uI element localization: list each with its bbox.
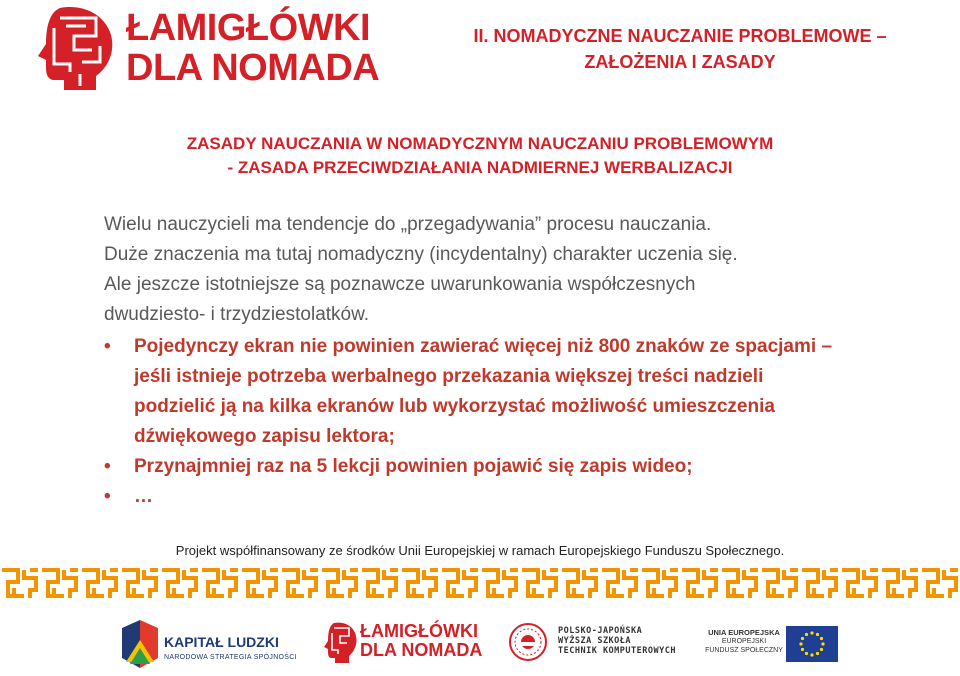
body-line2: Duże znaczenia ma tutaj nomadyczny (incydentalny) charakter uczenia się. (104, 244, 738, 265)
eu-efs-logo (700, 626, 850, 672)
bullet-item (104, 332, 844, 452)
maze-head-icon (30, 2, 120, 92)
lamiglowki-small-line2: DLA NOMADA (360, 640, 483, 660)
eu-line1: UNIA EUROPEJSKA (708, 628, 780, 637)
body-paragraph (104, 210, 824, 330)
logo-wordmark (126, 8, 379, 88)
eu-line2: EUROPEJSKI (721, 638, 767, 645)
bullet-icon: • (104, 486, 111, 507)
pjwstk-line3: TECHNIK KOMPUTEROWYCH (558, 646, 676, 656)
chapter-title-line2: ZAŁOŻENIA I ZASADY (584, 52, 776, 72)
eu-efs-text (700, 628, 788, 655)
subtitle-line2: - ZASADA PRZECIWDZIAŁANIA NADMIERNEJ WERBALIZACJI (227, 158, 733, 177)
logo-line2: DLA NOMADA (126, 47, 380, 89)
header-logo (30, 2, 400, 94)
maze-head-icon (322, 620, 358, 664)
partner-logos (0, 608, 960, 674)
pjwstk-wordmark (558, 626, 676, 656)
lamiglowki-small-line1: ŁAMIGŁÓWKI (360, 621, 478, 641)
lamiglowki-small-wordmark (360, 622, 482, 660)
kapital-ludzki-title: KAPITAŁ LUDZKI (164, 634, 279, 650)
funding-note: Projekt współfinansowany ze środków Unii Europejskiej w ramach Europejskiego Funduszu Społecznego. (175, 543, 785, 558)
lamiglowki-small-logo (322, 620, 482, 672)
bullet-item (104, 452, 844, 482)
slide-subtitle (0, 132, 960, 180)
chapter-title-line1: II. NOMADYCZNE NAUCZANIE PROBLEMOWE – (473, 26, 887, 46)
chapter-title (460, 23, 900, 75)
pjwstk-line2: WYŻSZA SZKOŁA (558, 636, 632, 646)
eu-flag-icon (786, 626, 838, 662)
pjwstk-seal-icon (508, 622, 548, 662)
maze-pattern-strip (0, 566, 960, 600)
body-line4: dwudziesto- i trzydziestolatków. (104, 304, 370, 325)
bullet-list (104, 332, 844, 512)
body-line1: Wielu nauczycieli ma tendencje do „przegadywania” procesu nauczania. (104, 214, 712, 235)
bullet-text: … (134, 486, 153, 507)
kapital-ludzki-logo (120, 614, 310, 672)
kapital-ludzki-subtitle: NARODOWA STRATEGIA SPÓJNOŚCI (164, 654, 297, 661)
pjwstk-logo (508, 622, 708, 668)
bullet-text: Przynajmniej raz na 5 lekcji powinien pojawić się zapis wideo; (134, 456, 693, 477)
subtitle-line1: ZASADY NAUCZANIA W NOMADYCZNYM NAUCZANIU PROBLEMOWYM (186, 134, 774, 153)
bullet-icon: • (104, 456, 111, 477)
bullet-item (104, 482, 844, 512)
pjwstk-line1: POLSKO-JAPOŃSKA (558, 626, 643, 636)
bullet-icon: • (104, 336, 111, 357)
body-line3: Ale jeszcze istotniejsze są poznawcze uwarunkowania współczesnych (104, 274, 696, 295)
logo-line1: ŁAMIGŁÓWKI (126, 7, 371, 49)
eu-line3: FUNDUSZ SPOŁECZNY (705, 647, 783, 654)
bullet-text: Pojedynczy ekran nie powinien zawierać więcej niż 800 znaków ze spacjami – jeśli istnieje potrzeba werbalnego przekazania większej treści nadzieli podzielić ją na kilka ekranów lub wykorzystać możliwość umieszczenia dźwiękowego zapisu lektora; (134, 336, 833, 447)
kapital-ludzki-emblem-icon (120, 618, 160, 670)
